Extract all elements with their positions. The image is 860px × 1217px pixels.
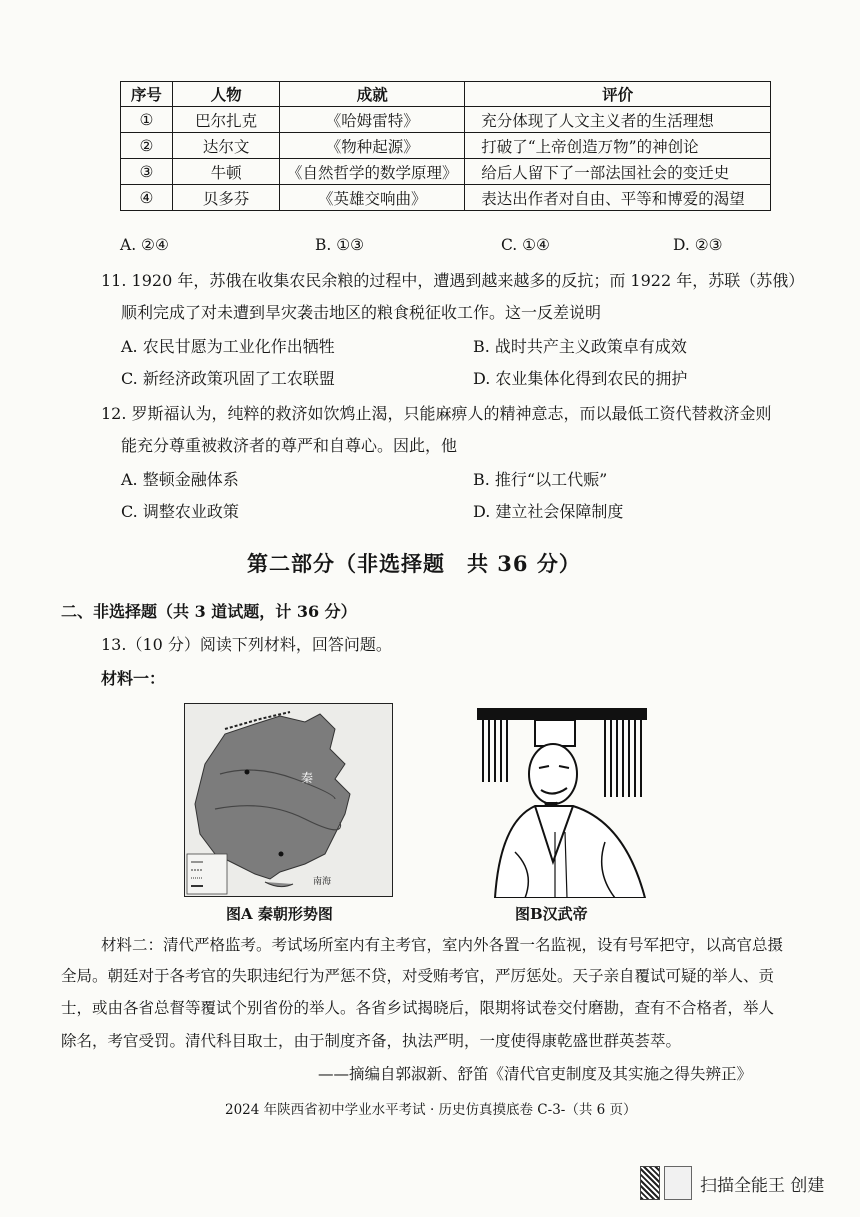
table-cell: 充分体现了人文主义者的生活理想 xyxy=(465,107,771,133)
q11-option-a[interactable]: A. 农民甘愿为工业化作出牺牲 xyxy=(121,337,335,356)
map-label-nanhai: 南海 xyxy=(313,877,332,887)
table-header-row xyxy=(121,82,771,107)
q12-stem-line2: 能充分尊重被救济者的尊严和自尊心。因此，他 xyxy=(121,436,458,455)
q11-stem-line1: 11. 1920 年，苏俄在收集农民余粮的过程中，遭遇到越来越多的反抗；而 1922 年，苏联（苏俄） xyxy=(101,271,805,290)
table-cell: ② xyxy=(121,133,173,159)
qr-code-icon xyxy=(640,1166,660,1200)
material2-line2: 全局。朝廷对于各考官的失职违纪行为严惩不贷，对受贿考官，严厉惩处。天子亲自覆试可疑的举人、贡 xyxy=(61,967,775,985)
scanner-logo-icon xyxy=(664,1166,692,1200)
material2-line1: 材料二：清代严格监考。考试场所室内有主考官，室内外各置一名监视，设有号军把守，以高官总摄 xyxy=(101,936,784,954)
material2-line3: 士，或由各省总督等覆试个别省份的举人。各省乡试揭晓后，限期将试卷交付磨勘，查有不合格者，举人 xyxy=(61,999,775,1017)
q11-option-d[interactable]: D. 农业集体化得到农民的拥护 xyxy=(473,369,688,388)
table-cell: 打破了“上帝创造万物”的神创论 xyxy=(465,133,771,159)
column-header: 人物 xyxy=(172,82,280,107)
table-cell: 《物种起源》 xyxy=(280,133,465,159)
material2-line4: 除名，考官受罚。清代科目取士，由于制度齐备，执法严明，一度使得康乾盛世群英荟萃。 xyxy=(61,1032,682,1050)
part2-title: 第二部分（非选择题 共 36 分） xyxy=(247,551,581,576)
material2-source: ——摘编自郭淑新、舒笛《清代官吏制度及其实施之得失辨正》 xyxy=(318,1065,753,1083)
section-heading: 二、非选择题（共 3 道试题，计 36 分） xyxy=(61,602,357,621)
table-cell: ④ xyxy=(121,185,173,211)
q12-option-d[interactable]: D. 建立社会保障制度 xyxy=(473,502,624,521)
table-cell: 《哈姆雷特》 xyxy=(280,107,465,133)
table-cell: 巴尔扎克 xyxy=(172,107,280,133)
table-cell: 《自然哲学的数学原理》 xyxy=(280,159,465,185)
column-header: 序号 xyxy=(121,82,173,107)
page-footer: 2024 年陕西省初中学业水平考试 · 历史仿真摸底卷 C-3-（共 6 页） xyxy=(225,1102,637,1118)
q11-option-c[interactable]: C. 新经济政策巩固了工农联盟 xyxy=(121,369,335,388)
table-cell: 表达出作者对自由、平等和博爱的渴望 xyxy=(465,185,771,211)
q11-stem-line2: 顺利完成了对未遭到旱灾袭击地区的粮食税征收工作。这一反差说明 xyxy=(121,303,602,322)
column-header: 成就 xyxy=(280,82,465,107)
table-row xyxy=(121,107,771,133)
watermark-text: 扫描全能王 创建 xyxy=(700,1175,825,1196)
portrait-graphic xyxy=(455,702,665,898)
q10-option-d[interactable]: D. ②③ xyxy=(673,236,723,254)
fig-a-caption: 图A 秦朝形势图 xyxy=(226,905,333,923)
table-row xyxy=(121,159,771,185)
q12-option-c[interactable]: C. 调整农业政策 xyxy=(121,502,239,521)
fig-b-caption: 图B汉武帝 xyxy=(515,905,588,923)
q10-option-a[interactable]: A. ②④ xyxy=(120,236,169,254)
table-cell: 贝多芬 xyxy=(172,185,280,211)
q12-stem-line1: 12. 罗斯福认为，纯粹的救济如饮鸩止渴，只能麻痹人的精神意志，而以最低工资代替救济金则 xyxy=(101,404,772,423)
table-cell: 达尔文 xyxy=(172,133,280,159)
achievement-table xyxy=(120,81,771,211)
table-row xyxy=(121,133,771,159)
q10-option-c[interactable]: C. ①④ xyxy=(501,236,550,254)
map-graphic xyxy=(185,704,392,896)
q11-option-b[interactable]: B. 战时共产主义政策卓有成效 xyxy=(473,337,687,356)
q12-option-b[interactable]: B. 推行“以工代赈” xyxy=(473,470,608,489)
table-cell: 牛顿 xyxy=(172,159,280,185)
table-row xyxy=(121,185,771,211)
table-cell: ① xyxy=(121,107,173,133)
scanner-watermark xyxy=(640,1164,855,1202)
table-cell: 《英雄交响曲》 xyxy=(280,185,465,211)
table-cell: ③ xyxy=(121,159,173,185)
qin-dynasty-map xyxy=(184,703,393,897)
material1-label: 材料一： xyxy=(101,669,166,688)
han-wudi-portrait xyxy=(455,702,665,898)
q10-option-b[interactable]: B. ①③ xyxy=(315,236,365,254)
q12-option-a[interactable]: A. 整顿金融体系 xyxy=(121,470,239,489)
q13-intro: 13.（10 分）阅读下列材料，回答问题。 xyxy=(101,635,392,654)
map-label-qin: 秦 xyxy=(301,771,314,785)
column-header: 评价 xyxy=(465,82,771,107)
table-cell: 给后人留下了一部法国社会的变迁史 xyxy=(465,159,771,185)
